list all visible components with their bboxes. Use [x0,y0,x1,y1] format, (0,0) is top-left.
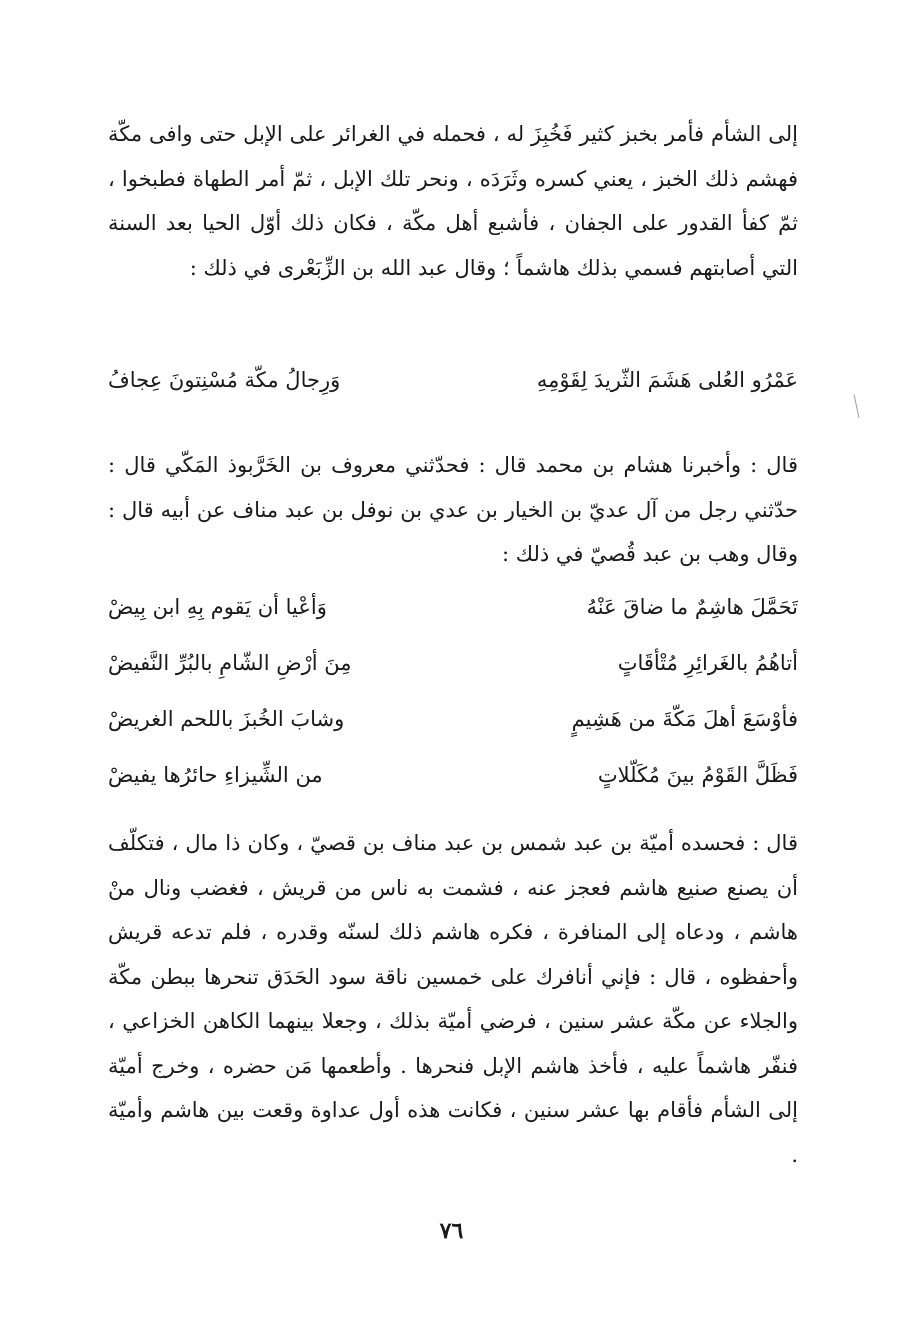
page-number: ٧٦ [439,1218,464,1244]
verse-second-hemistich: وَرِجالُ مكّة مُسْنِتونَ عِجافُ [108,368,341,392]
verse-first-hemistich: أتاهُمُ بالغَرائِرِ مُتْأقَاتٍ [617,651,798,675]
paragraph-isnad: قال : وأخبرنا هشام بن محمد قال : فحدّثني معروف بن الخَرَّبوذ المَكّي قال : حدّثني رجل من آل عديّ بن الخيار بن عدي بن نوفل بن عبد مناف عن أبيه قال : وقال وهب بن عبد قُصيّ في ذلك : [108,453,798,566]
verse-wahb-3 [108,699,798,739]
verse-ibn-zibara [108,360,798,400]
verse-wahb-1 [108,587,798,627]
verse-second-hemistich: وشابَ الخُبزَ باللحم الغريضْ [108,707,345,731]
verse-first-hemistich: تَحَمَّلَ هاشِمٌ ما ضاقَ عَنْهُ [586,595,798,619]
verse-wahb-4 [108,755,798,795]
verse-first-hemistich: فَظَلَّ القَوْمُ بينَ مُكَلّلاتٍ [597,763,798,787]
paragraph-hashim-bread: إلى الشأم فأمر بخبز كثير فَخُبِزَ له ، فحمله في الغرائر على الإبل حتى وافى مكّة فهشم ذلك الخبز ، يعني كسره وثَرَدَه ، ونحر تلك الإبل ، ثمّ أمر الطهاة فطبخوا ، ثمّ كفأ القدور على الجفان ، فأشبع أهل مكّة ، فكان ذلك أوّل الحيا بعد السنة التي أصابتهم فسمي بذلك هاشماً ؛ وقال عبد الله بن الزِّبَعْرى في ذلك : [108,122,798,280]
verse-wahb-2 [108,643,798,683]
verse-first-hemistich: فأوْسَعَ أهلَ مَكّةَ من هَشِيمٍ [571,707,798,731]
paragraph-umayya-rivalry: قال : فحسده أميّة بن عبد شمس بن عبد مناف بن قصيّ ، وكان ذا مال ، فتكلّف أن يصنع صنيع هاشم فعجز عنه ، فشمت به ناس من قريش ، فغضب ونال منْ هاشم ، ودعاه إلى المنافرة ، فكره هاشم ذلك لسنّه وقدره ، فلم تدعه قريش وأحفظوه ، قال : فإني أنافرك على خمسين ناقة سود الحَدَق تنحرها ببطن مكّة والجلاء عن مكّة عشر سنين ، فرضي أميّة بذلك ، وجعلا بينهما الكاهن الخزاعي ، فنفّر هاشماً عليه ، فأخذ هاشم الإبل فنحرها . وأطعمها مَن حضره ، وخرج أميّة إلى الشأم فأقام بها عشر سنين ، فكانت هذه أول عداوة وقعت بين هاشم وأميّة . [108,831,798,1167]
verse-second-hemistich: وَأعْيا أن يَقوم بِهِ ابن بِيضْ [108,595,327,619]
verse-first-hemistich: عَمْرُو العُلى هَشَمَ الثّريدَ لِقَوْمِهِ [536,368,798,392]
margin-mark [854,394,862,418]
verse-second-hemistich: من الشِّيزاءِ حائرُها يفيضْ [108,763,323,787]
verse-second-hemistich: مِنَ أرْضِ الشّامِ بالبُرِّ النَّفيضْ [108,651,352,675]
